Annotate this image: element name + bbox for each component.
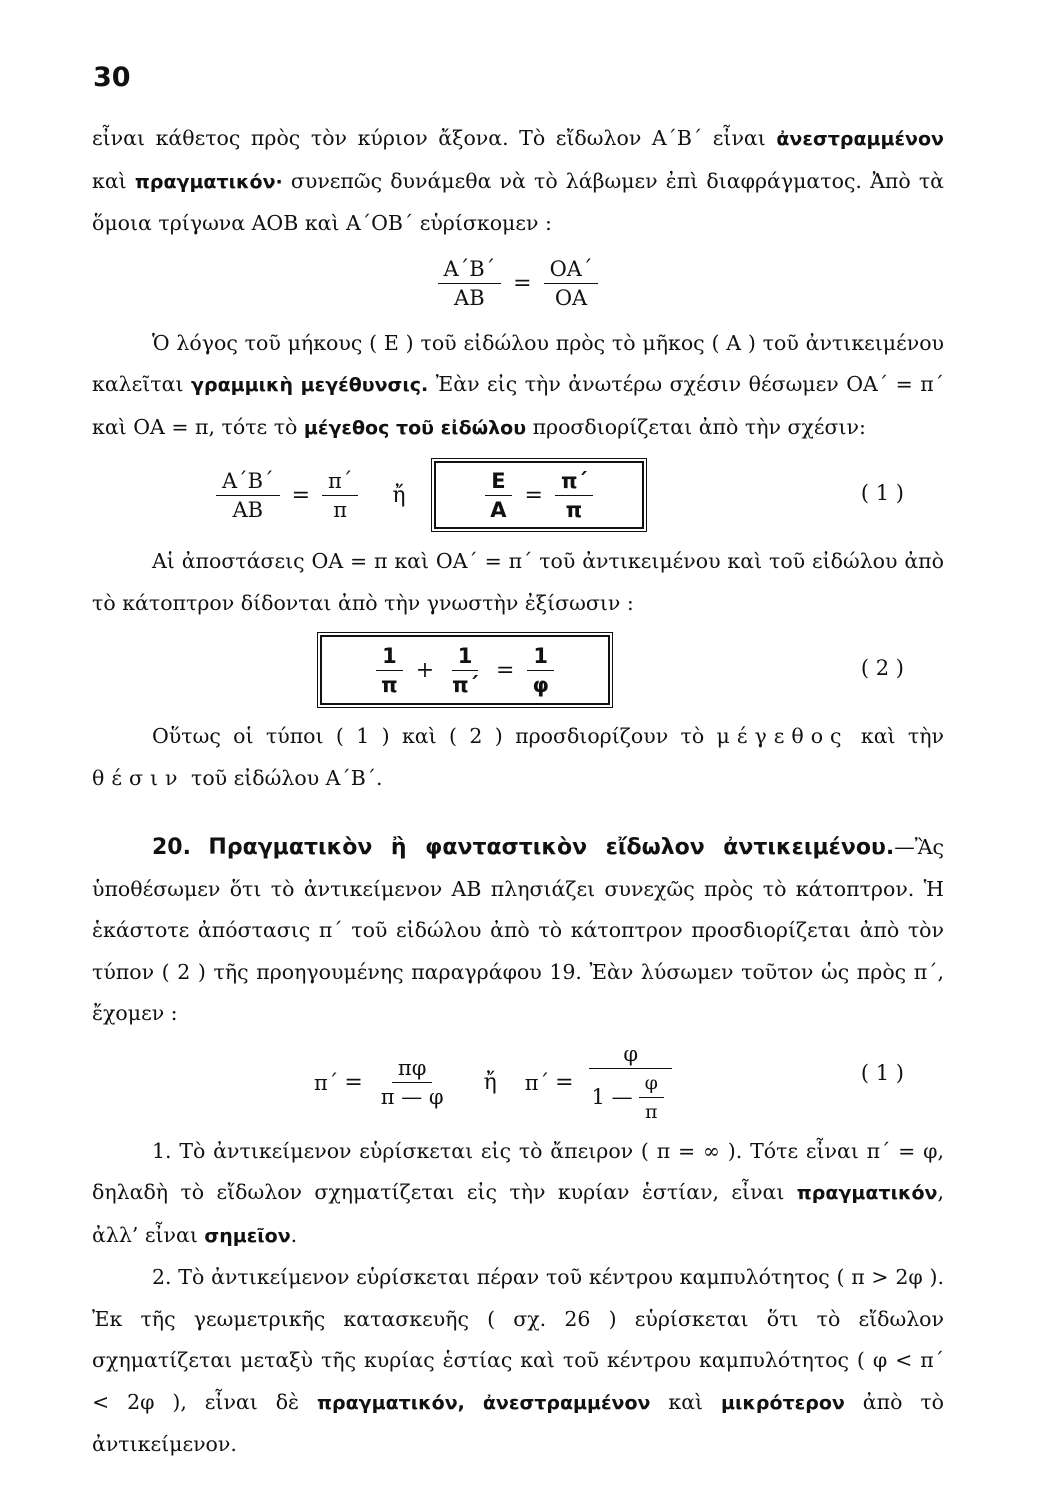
fraction [446,643,484,698]
spaced-term-position: θέσιν [92,765,185,790]
page-number: 30 [93,62,131,93]
numerator: Α΄Β΄ [216,468,280,496]
equation-number: ( 1 ) [860,1060,904,1085]
equation-3 [92,1035,944,1131]
plus-sign: + [415,657,435,683]
numerator: 1 [527,643,554,671]
fraction [375,643,404,698]
bold-term-real-inverted: πραγματικόν, ἀνεστραμμένον [316,1391,651,1414]
bold-term-real: πραγματικόν [796,1182,938,1204]
numerator: φ [639,1070,664,1098]
fraction [555,468,593,523]
text-run: συνεπῶς δυνάμεθα νὰ τὸ λάβωμεν ἐπὶ διαφράγματος. Ἀπὸ τὰ ὅμοια τρίγωνα ΑΟΒ καὶ Α΄ΟΒ΄ εὑρίσκομεν : [92,168,944,235]
paragraph-distances [92,541,944,624]
equals-sign: = [291,482,311,508]
paragraph-image-inverted [92,118,944,245]
text-run: καὶ [650,1389,722,1414]
list-item-1 [92,1131,944,1258]
text-run: Αἱ ἀποστάσεις ΟΑ = π καὶ ΟΑ΄ = π΄ τοῦ ἀντικειμένου καὶ τοῦ εἰδώλου ἀπὸ τὸ κάτοπτρον δίδονται ἀπὸ τὴν γνωστὴν ἐξίσωσιν : [92,549,944,615]
denominator: π΄ [452,672,479,697]
lhs: π΄ [314,1070,339,1095]
text-run: 2. Τὸ ἀντικείμενον εὑρίσκεται πέραν τοῦ κέντρου καμπυλότητος ( π > 2φ ). Ἐκ τῆς γεωμετρικῆς κατασκευῆς ( σχ. 26 ) εὑρίσκεται ὅτι τὸ εἴδωλον σχηματίζεται μεταξὺ τῆς κυρίας ἑστίας καὶ τοῦ κέντρου καμπυλότητος ( φ < π΄ < 2φ ), εἶναι δὲ [92,1265,944,1414]
numerator: π΄ [322,468,358,496]
denominator: π [645,1100,658,1123]
or-word: ἤ [392,482,406,508]
numerator: π΄ [555,468,593,496]
section-20 [92,827,944,1035]
fraction [322,468,358,523]
fraction [639,1070,664,1125]
equation-ratio [92,245,944,323]
text-run: εἶναι κάθετος πρὸς τὸν κύριον ἄξονα. Τὸ εἴδωλον Α΄Β΄ εἶναι [92,126,777,150]
paragraph-magnification [92,323,944,450]
fraction [438,256,502,311]
text-run: 1. Τὸ ἀντικείμενον εὑρίσκεται εἰς τὸ ἄπειρον ( π = ∞ ). Τότε εἶναι π΄ = φ, δηλαδὴ τὸ εἴδωλον σχηματίζεται εἰς τὴν κυρίαν ἑστίαν, εἶναι [92,1138,944,1204]
denominator: π [565,497,583,522]
equals-sign: = [496,657,515,683]
equation-1 [92,449,944,541]
fraction [484,468,512,523]
or-word: ἤ [483,1070,497,1095]
numerator: πφ [392,1055,433,1083]
lhs: π΄ [524,1070,550,1095]
equals-sign: = [524,482,543,508]
spaced-term-size: μέγεθος [716,724,849,748]
fraction [544,256,599,311]
numerator: Ε [485,468,511,496]
fraction [526,643,554,698]
section-title: Πραγματικὸν ἢ φανταστικὸν εἴδωλον ἀντικειμένου. [208,835,895,860]
denominator: ΟΑ [554,286,588,310]
section-number: 20. [152,835,191,860]
paragraph-formulas [92,716,944,799]
fraction [216,468,280,523]
text-run: Ὁ λόγος τοῦ μήκους ( Ε ) τοῦ εἰδώλου πρὸς τὸ μῆκος ( Α ) τοῦ ἀντικειμένου καλεῖται [92,330,944,396]
denominator: π — φ [380,1085,444,1109]
numerator: Α΄Β΄ [438,256,502,284]
text-run: καὶ τὴν [848,724,945,748]
denominator: ΑΒ [454,286,485,310]
numerator: 1 [452,643,479,671]
equals-sign: = [344,1070,363,1095]
bold-term-point: σημεῖον [204,1224,291,1247]
text-run: —Ἂς ὑποθέσωμεν ὅτι τὸ ἀντικείμενον ΑΒ πλησιάζει συνεχῶς πρὸς τὸ κάτοπτρον. Ἡ ἑκάστοτε ἀπόστασις π΄ τοῦ εἰδώλου ἀπὸ τὸ κάτοπτρον προσδιορίζεται ἀπὸ τὸν τύπον ( 2 ) τῆς προηγουμένης παραγράφου 19. Ἐὰν λύσωμεν τοῦτον ὡς πρὸς π΄, ἔχομεν : [92,835,944,1025]
numerator: 1 [376,643,403,671]
equation-number: ( 2 ) [860,656,904,680]
boxed-formula-2 [320,635,610,705]
equation-2 [92,624,944,716]
text-run: προσδιορίζεται ἀπὸ τὴν σχέσιν: [526,414,866,439]
equals-sign: = [555,1070,574,1095]
text-run: τοῦ εἰδώλου Α΄Β΄. [184,765,383,790]
numerator: φ [589,1041,672,1069]
boxed-formula-1 [434,461,644,529]
text-run: , ἀλλ’ εἶναι [92,1180,944,1247]
text-run: καὶ [92,168,135,193]
fraction [586,1041,676,1125]
text-run: . [290,1222,298,1247]
bold-term-linear-magnification: γραμμικὴ μεγέθυνσις. [191,374,429,396]
page-body [92,118,944,1466]
denominator: ΑΒ [232,497,264,522]
fraction [375,1055,450,1110]
text-run: Ἐὰν εἰς τὴν ἀνωτέρω σχέσιν θέσωμεν ΟΑ΄ = π΄ καὶ ΟΑ = π, τότε τὸ [92,372,944,439]
denominator: φ [532,672,549,697]
list-item-2 [92,1257,944,1466]
bold-term-smaller: μικρότερον [721,1391,845,1414]
text-run: Οὕτως οἱ τύποι ( 1 ) καὶ ( 2 ) προσδιορίζουν τὸ [152,724,717,748]
denominator [586,1069,676,1125]
denominator: π [333,497,348,522]
denominator: π [381,672,398,697]
bold-term-image-size: μέγεθος τοῦ εἰδώλου [303,416,527,439]
denominator: Α [490,497,507,522]
denominator-part: 1 — [591,1085,633,1109]
bold-term-inverted: ἀνεστραμμένον [776,128,944,150]
bold-term-real: πραγματικόν· [134,170,283,193]
equation-number: ( 1 ) [860,481,904,505]
numerator: ΟΑ΄ [544,256,599,284]
text-run: ἀπὸ τὸ ἀντικείμενον. [92,1389,945,1456]
equals-sign: = [513,271,532,296]
